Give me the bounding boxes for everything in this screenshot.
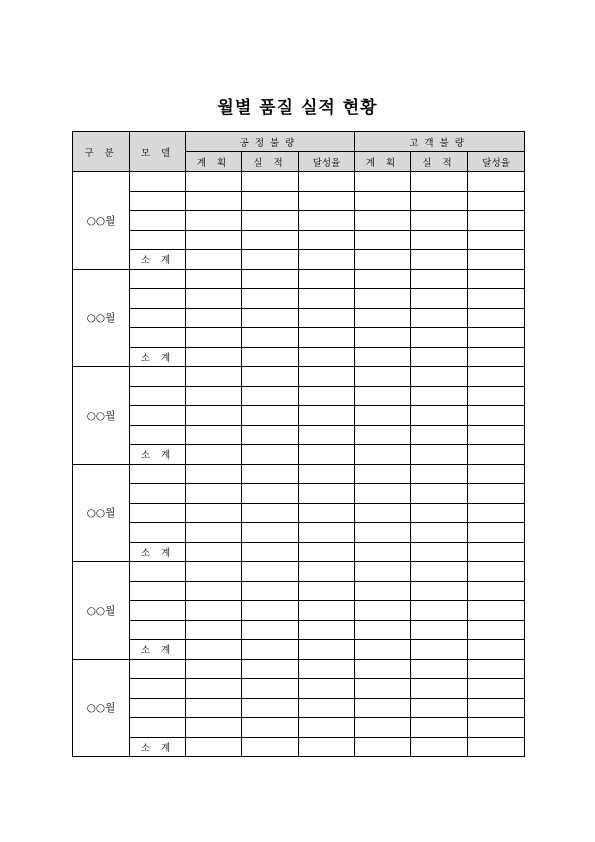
process-plan-cell[interactable] — [186, 718, 242, 738]
process-plan-cell[interactable] — [186, 386, 242, 406]
process-actual-cell[interactable] — [242, 211, 299, 231]
table-row — [73, 211, 525, 231]
customer-actual-cell[interactable] — [411, 503, 468, 523]
process-actual-cell[interactable] — [242, 308, 299, 328]
customer-actual-cell[interactable] — [411, 484, 468, 504]
header-category: 구 분 — [73, 132, 130, 172]
customer-plan-cell[interactable] — [355, 581, 411, 601]
header-model: 모 델 — [130, 132, 186, 172]
customer-rate-cell[interactable] — [468, 679, 525, 699]
table-row — [73, 464, 525, 484]
table-row — [73, 679, 525, 699]
process-rate-cell[interactable] — [299, 445, 355, 465]
customer-plan-cell[interactable] — [355, 191, 411, 211]
customer-actual-cell[interactable] — [411, 620, 468, 640]
model-cell[interactable] — [130, 386, 186, 406]
customer-rate-cell[interactable] — [468, 698, 525, 718]
customer-actual-cell[interactable] — [411, 386, 468, 406]
model-cell[interactable] — [130, 269, 186, 289]
customer-rate-cell[interactable] — [468, 172, 525, 192]
customer-rate-cell[interactable] — [468, 445, 525, 465]
customer-rate-cell[interactable] — [468, 523, 525, 543]
customer-plan-cell[interactable] — [355, 640, 411, 660]
process-plan-cell[interactable] — [186, 445, 242, 465]
process-rate-cell[interactable] — [299, 718, 355, 738]
process-plan-cell[interactable] — [186, 464, 242, 484]
customer-rate-cell[interactable] — [468, 289, 525, 309]
customer-plan-cell[interactable] — [355, 698, 411, 718]
customer-actual-cell[interactable] — [411, 172, 468, 192]
table-row — [73, 425, 525, 445]
process-plan-cell[interactable] — [186, 250, 242, 270]
customer-plan-cell[interactable] — [355, 328, 411, 348]
customer-plan-cell[interactable] — [355, 386, 411, 406]
header-process-defect: 공정불량 — [186, 132, 355, 152]
process-actual-cell[interactable] — [242, 542, 299, 562]
model-cell[interactable] — [130, 191, 186, 211]
model-cell[interactable] — [130, 308, 186, 328]
table-row — [73, 523, 525, 543]
process-plan-cell[interactable] — [186, 172, 242, 192]
process-rate-cell[interactable] — [299, 542, 355, 562]
process-rate-cell[interactable] — [299, 698, 355, 718]
customer-plan-cell[interactable] — [355, 679, 411, 699]
customer-actual-cell[interactable] — [411, 445, 468, 465]
process-plan-cell[interactable] — [186, 562, 242, 582]
customer-plan-cell[interactable] — [355, 503, 411, 523]
process-actual-cell[interactable] — [242, 659, 299, 679]
model-cell[interactable] — [130, 211, 186, 231]
model-cell[interactable] — [130, 523, 186, 543]
customer-plan-cell[interactable] — [355, 250, 411, 270]
model-cell[interactable] — [130, 230, 186, 250]
subtotal-row — [73, 347, 525, 367]
process-plan-cell[interactable] — [186, 191, 242, 211]
process-rate-cell[interactable] — [299, 562, 355, 582]
customer-plan-cell[interactable] — [355, 484, 411, 504]
process-rate-cell[interactable] — [299, 406, 355, 426]
process-rate-cell[interactable] — [299, 367, 355, 387]
customer-actual-cell[interactable] — [411, 737, 468, 757]
process-plan-cell[interactable] — [186, 640, 242, 660]
process-actual-cell[interactable] — [242, 523, 299, 543]
table-row — [73, 406, 525, 426]
model-cell[interactable] — [130, 679, 186, 699]
table-row — [73, 503, 525, 523]
customer-actual-cell[interactable] — [411, 659, 468, 679]
customer-rate-cell[interactable] — [468, 601, 525, 621]
model-cell[interactable] — [130, 718, 186, 738]
process-plan-cell[interactable] — [186, 308, 242, 328]
customer-plan-cell[interactable] — [355, 172, 411, 192]
process-actual-cell[interactable] — [242, 269, 299, 289]
process-rate-cell[interactable] — [299, 386, 355, 406]
customer-plan-cell[interactable] — [355, 464, 411, 484]
header-customer-plan: 계 획 — [355, 152, 411, 172]
process-rate-cell[interactable] — [299, 679, 355, 699]
table-row — [73, 698, 525, 718]
customer-plan-cell[interactable] — [355, 367, 411, 387]
process-plan-cell[interactable] — [186, 659, 242, 679]
subtotal-label: 소 계 — [130, 445, 186, 465]
customer-rate-cell[interactable] — [468, 659, 525, 679]
process-rate-cell[interactable] — [299, 250, 355, 270]
process-plan-cell[interactable] — [186, 620, 242, 640]
customer-rate-cell[interactable] — [468, 367, 525, 387]
model-cell[interactable] — [130, 503, 186, 523]
table-row — [73, 367, 525, 387]
customer-plan-cell[interactable] — [355, 542, 411, 562]
customer-actual-cell[interactable] — [411, 425, 468, 445]
customer-actual-cell[interactable] — [411, 464, 468, 484]
process-actual-cell[interactable] — [242, 250, 299, 270]
subtotal-row — [73, 640, 525, 660]
subtotal-label: 소 계 — [130, 347, 186, 367]
subtotal-label: 소 계 — [130, 250, 186, 270]
process-plan-cell[interactable] — [186, 737, 242, 757]
customer-rate-cell[interactable] — [468, 250, 525, 270]
customer-actual-cell[interactable] — [411, 562, 468, 582]
customer-rate-cell[interactable] — [468, 230, 525, 250]
customer-plan-cell[interactable] — [355, 230, 411, 250]
table-body — [73, 172, 525, 757]
process-rate-cell[interactable] — [299, 581, 355, 601]
customer-plan-cell[interactable] — [355, 601, 411, 621]
table-row — [73, 191, 525, 211]
process-rate-cell[interactable] — [299, 172, 355, 192]
table-row — [73, 328, 525, 348]
subtotal-label: 소 계 — [130, 640, 186, 660]
process-actual-cell[interactable] — [242, 191, 299, 211]
model-cell[interactable] — [130, 289, 186, 309]
customer-plan-cell[interactable] — [355, 308, 411, 328]
process-actual-cell[interactable] — [242, 737, 299, 757]
customer-actual-cell[interactable] — [411, 718, 468, 738]
month-label: ○○월 — [73, 659, 130, 757]
customer-plan-cell[interactable] — [355, 659, 411, 679]
process-actual-cell[interactable] — [242, 464, 299, 484]
header-customer-defect: 고객불량 — [355, 132, 525, 152]
subtotal-row — [73, 542, 525, 562]
table-row — [73, 718, 525, 738]
process-actual-cell[interactable] — [242, 640, 299, 660]
process-rate-cell[interactable] — [299, 308, 355, 328]
process-rate-cell[interactable] — [299, 289, 355, 309]
table-row — [73, 620, 525, 640]
customer-rate-cell[interactable] — [468, 620, 525, 640]
process-actual-cell[interactable] — [242, 698, 299, 718]
table-row — [73, 289, 525, 309]
customer-rate-cell[interactable] — [468, 640, 525, 660]
header-process-rate: 달성율 — [299, 152, 355, 172]
subtotal-label: 소 계 — [130, 737, 186, 757]
customer-plan-cell[interactable] — [355, 289, 411, 309]
process-plan-cell[interactable] — [186, 523, 242, 543]
customer-rate-cell[interactable] — [468, 386, 525, 406]
customer-rate-cell[interactable] — [468, 308, 525, 328]
subtotal-label: 소 계 — [130, 542, 186, 562]
process-actual-cell[interactable] — [242, 425, 299, 445]
model-cell[interactable] — [130, 620, 186, 640]
customer-plan-cell[interactable] — [355, 347, 411, 367]
table-row — [73, 659, 525, 679]
process-plan-cell[interactable] — [186, 211, 242, 231]
customer-rate-cell[interactable] — [468, 484, 525, 504]
customer-rate-cell[interactable] — [468, 464, 525, 484]
subtotal-row — [73, 737, 525, 757]
customer-actual-cell[interactable] — [411, 523, 468, 543]
table-row — [73, 484, 525, 504]
table-row — [73, 386, 525, 406]
process-actual-cell[interactable] — [242, 289, 299, 309]
customer-actual-cell[interactable] — [411, 289, 468, 309]
customer-plan-cell[interactable] — [355, 211, 411, 231]
process-rate-cell[interactable] — [299, 601, 355, 621]
customer-rate-cell[interactable] — [468, 503, 525, 523]
customer-rate-cell[interactable] — [468, 718, 525, 738]
header-customer-actual: 실 적 — [411, 152, 468, 172]
process-plan-cell[interactable] — [186, 484, 242, 504]
model-cell[interactable] — [130, 698, 186, 718]
month-label: ○○월 — [73, 269, 130, 367]
customer-plan-cell[interactable] — [355, 737, 411, 757]
process-rate-cell[interactable] — [299, 620, 355, 640]
process-rate-cell[interactable] — [299, 484, 355, 504]
customer-rate-cell[interactable] — [468, 191, 525, 211]
process-plan-cell[interactable] — [186, 230, 242, 250]
model-cell[interactable] — [130, 484, 186, 504]
page-title: 월별 품질 실적 현황 — [217, 98, 378, 118]
customer-rate-cell[interactable] — [468, 562, 525, 582]
process-rate-cell[interactable] — [299, 464, 355, 484]
process-plan-cell[interactable] — [186, 406, 242, 426]
process-rate-cell[interactable] — [299, 191, 355, 211]
model-cell[interactable] — [130, 464, 186, 484]
model-cell[interactable] — [130, 328, 186, 348]
process-actual-cell[interactable] — [242, 445, 299, 465]
customer-actual-cell[interactable] — [411, 679, 468, 699]
process-plan-cell[interactable] — [186, 601, 242, 621]
subtotal-row — [73, 445, 525, 465]
customer-plan-cell[interactable] — [355, 523, 411, 543]
process-plan-cell[interactable] — [186, 347, 242, 367]
header-process-actual: 실 적 — [242, 152, 299, 172]
process-actual-cell[interactable] — [242, 562, 299, 582]
model-cell[interactable] — [130, 406, 186, 426]
table-row — [73, 308, 525, 328]
customer-actual-cell[interactable] — [411, 406, 468, 426]
customer-rate-cell[interactable] — [468, 328, 525, 348]
customer-actual-cell[interactable] — [411, 640, 468, 660]
process-rate-cell[interactable] — [299, 425, 355, 445]
customer-plan-cell[interactable] — [355, 425, 411, 445]
customer-rate-cell[interactable] — [468, 581, 525, 601]
customer-actual-cell[interactable] — [411, 542, 468, 562]
customer-plan-cell[interactable] — [355, 562, 411, 582]
customer-plan-cell[interactable] — [355, 269, 411, 289]
process-actual-cell[interactable] — [242, 503, 299, 523]
customer-actual-cell[interactable] — [411, 698, 468, 718]
customer-actual-cell[interactable] — [411, 308, 468, 328]
process-plan-cell[interactable] — [186, 503, 242, 523]
model-cell[interactable] — [130, 172, 186, 192]
process-actual-cell[interactable] — [242, 347, 299, 367]
table-row — [73, 172, 525, 192]
process-rate-cell[interactable] — [299, 328, 355, 348]
model-cell[interactable] — [130, 601, 186, 621]
model-cell[interactable] — [130, 425, 186, 445]
customer-actual-cell[interactable] — [411, 367, 468, 387]
process-rate-cell[interactable] — [299, 347, 355, 367]
month-label: ○○월 — [73, 562, 130, 660]
header-customer-rate: 달성율 — [468, 152, 525, 172]
customer-rate-cell[interactable] — [468, 737, 525, 757]
customer-actual-cell[interactable] — [411, 347, 468, 367]
customer-rate-cell[interactable] — [468, 347, 525, 367]
table-row — [73, 230, 525, 250]
customer-actual-cell[interactable] — [411, 601, 468, 621]
customer-actual-cell[interactable] — [411, 191, 468, 211]
process-actual-cell[interactable] — [242, 386, 299, 406]
customer-plan-cell[interactable] — [355, 620, 411, 640]
process-actual-cell[interactable] — [242, 406, 299, 426]
process-actual-cell[interactable] — [242, 230, 299, 250]
process-rate-cell[interactable] — [299, 269, 355, 289]
customer-plan-cell[interactable] — [355, 718, 411, 738]
process-rate-cell[interactable] — [299, 503, 355, 523]
customer-rate-cell[interactable] — [468, 269, 525, 289]
process-actual-cell[interactable] — [242, 172, 299, 192]
process-actual-cell[interactable] — [242, 581, 299, 601]
customer-actual-cell[interactable] — [411, 269, 468, 289]
process-actual-cell[interactable] — [242, 620, 299, 640]
process-actual-cell[interactable] — [242, 718, 299, 738]
month-label: ○○월 — [73, 464, 130, 562]
customer-actual-cell[interactable] — [411, 581, 468, 601]
customer-rate-cell[interactable] — [468, 425, 525, 445]
month-label: ○○월 — [73, 172, 130, 270]
process-plan-cell[interactable] — [186, 367, 242, 387]
table-row — [73, 581, 525, 601]
month-label: ○○월 — [73, 367, 130, 465]
customer-actual-cell[interactable] — [411, 211, 468, 231]
quality-table — [72, 131, 525, 757]
model-cell[interactable] — [130, 659, 186, 679]
process-plan-cell[interactable] — [186, 269, 242, 289]
process-plan-cell[interactable] — [186, 328, 242, 348]
process-rate-cell[interactable] — [299, 640, 355, 660]
model-cell[interactable] — [130, 581, 186, 601]
customer-rate-cell[interactable] — [468, 211, 525, 231]
customer-actual-cell[interactable] — [411, 250, 468, 270]
process-actual-cell[interactable] — [242, 679, 299, 699]
process-plan-cell[interactable] — [186, 289, 242, 309]
customer-rate-cell[interactable] — [468, 406, 525, 426]
process-actual-cell[interactable] — [242, 601, 299, 621]
subtotal-row — [73, 250, 525, 270]
process-actual-cell[interactable] — [242, 367, 299, 387]
process-plan-cell[interactable] — [186, 542, 242, 562]
process-actual-cell[interactable] — [242, 484, 299, 504]
process-plan-cell[interactable] — [186, 425, 242, 445]
customer-actual-cell[interactable] — [411, 230, 468, 250]
customer-plan-cell[interactable] — [355, 445, 411, 465]
process-plan-cell[interactable] — [186, 698, 242, 718]
table-row — [73, 269, 525, 289]
table-row — [73, 562, 525, 582]
model-cell[interactable] — [130, 562, 186, 582]
process-rate-cell[interactable] — [299, 211, 355, 231]
header-process-plan: 계 획 — [186, 152, 242, 172]
process-rate-cell[interactable] — [299, 523, 355, 543]
process-plan-cell[interactable] — [186, 679, 242, 699]
customer-plan-cell[interactable] — [355, 406, 411, 426]
customer-rate-cell[interactable] — [468, 542, 525, 562]
process-rate-cell[interactable] — [299, 230, 355, 250]
process-rate-cell[interactable] — [299, 737, 355, 757]
process-plan-cell[interactable] — [186, 581, 242, 601]
process-rate-cell[interactable] — [299, 659, 355, 679]
model-cell[interactable] — [130, 367, 186, 387]
table-row — [73, 601, 525, 621]
process-actual-cell[interactable] — [242, 328, 299, 348]
customer-actual-cell[interactable] — [411, 328, 468, 348]
